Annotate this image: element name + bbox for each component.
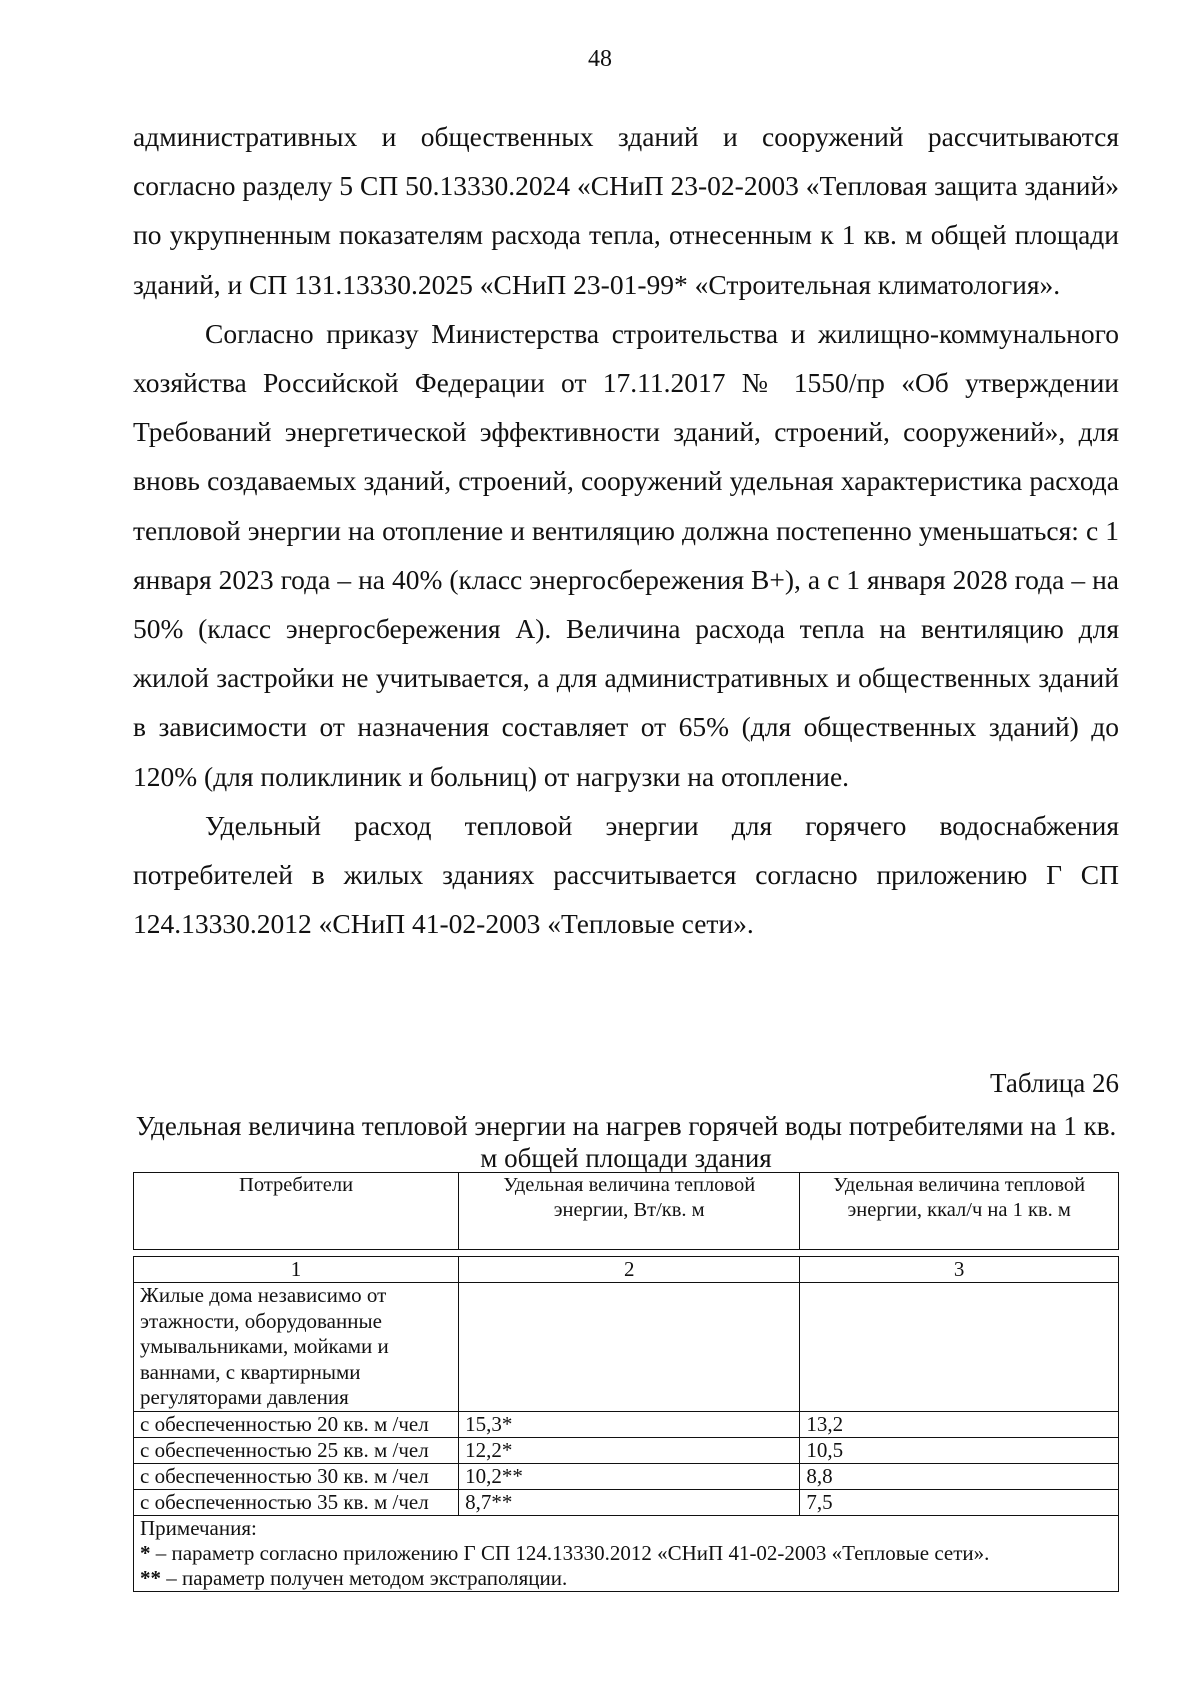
table-row	[134, 1489, 1119, 1515]
row-consumer: с обеспеченностью 25 кв. м /чел	[134, 1437, 459, 1463]
group-row	[134, 1283, 1119, 1412]
note-1-mark: *	[140, 1540, 151, 1565]
row-kcal-value: 7,5	[800, 1489, 1119, 1515]
table-title: Удельная величина тепловой энергии на нагрев горячей воды потребителями на 1 кв. м общей площади здания	[135, 1111, 1117, 1173]
note-2-text: – параметр получен методом экстраполяции.	[161, 1565, 568, 1590]
header-kcal-per-m2: Удельная величина тепловой энергии, ккал/ч на 1 кв. м	[800, 1173, 1119, 1250]
body-text	[133, 112, 1119, 948]
note-2-mark: **	[140, 1565, 161, 1590]
column-number-row	[134, 1257, 1119, 1283]
column-number-3: 3	[800, 1257, 1119, 1283]
header-consumers: Потребители	[134, 1173, 459, 1250]
row-kcal-value: 10,5	[800, 1437, 1119, 1463]
paragraph-3: Удельный расход тепловой энергии для горячего водоснабжения потребителей в жилых зданиях рассчитывается согласно приложению Г СП 124.13330.2012 «СНиП 41-02-2003 «Тепловые сети».	[133, 809, 1119, 940]
row-w-value: 8,7**	[459, 1489, 800, 1515]
group-empty-cell	[800, 1283, 1119, 1412]
row-w-value: 12,2*	[459, 1437, 800, 1463]
column-number-2: 2	[459, 1257, 800, 1283]
notes-row	[134, 1515, 1119, 1591]
row-w-value: 15,3*	[459, 1411, 800, 1437]
notes-title: Примечания:	[140, 1515, 257, 1540]
note-1	[140, 1541, 1112, 1566]
page-number: 48	[588, 46, 612, 72]
notes-cell	[134, 1515, 1119, 1591]
table-row	[134, 1437, 1119, 1463]
row-consumer: с обеспеченностью 30 кв. м /чел	[134, 1463, 459, 1489]
heat-energy-table	[133, 1172, 1119, 1592]
column-number-1: 1	[134, 1257, 459, 1283]
paragraph-2: Согласно приказу Министерства строительства и жилищно-коммунального хозяйства Российской Федерации от 17.11.2017 № 1550/пр «Об утверждении Требований энергетической эффективности зданий, строений, сооружений», для вновь создаваемых зданий, строений, сооружений удельная характеристика расхода тепловой энергии на отопление и вентиляцию должна постепенно уменьшаться: с 1 января 2023 года – на 40% (класс энергосбережения В+), а с 1 января 2028 года – на 50% (класс энергосбережения А). Величина расхода тепла на вентиляцию для жилой застройки не учитывается, а для административных и общественных зданий в зависимости от назначения составляет от 65% (для общественных зданий) до 120% (для поликлиник и больниц) от нагрузки на отопление.	[133, 317, 1119, 792]
row-consumer: с обеспеченностью 20 кв. м /чел	[134, 1411, 459, 1437]
row-kcal-value: 8,8	[800, 1463, 1119, 1489]
header-w-per-m2: Удельная величина тепловой энергии, Вт/кв. м	[459, 1173, 800, 1250]
note-2	[140, 1566, 1112, 1591]
row-w-value: 10,2**	[459, 1463, 800, 1489]
paragraph-1: административных и общественных зданий и сооружений рассчитываются согласно разделу 5 СП 50.13330.2024 «СНиП 23-02-2003 «Тепловая защита зданий» по укрупненным показателям расхода тепла, отнесенным к 1 кв. м общей площади зданий, и СП 131.13330.2025 «СНиП 23-01-99* «Строительная климатология».	[133, 121, 1119, 300]
row-consumer: с обеспеченностью 35 кв. м /чел	[134, 1489, 459, 1515]
table-row	[134, 1411, 1119, 1437]
table-header-row	[134, 1173, 1119, 1250]
note-1-text: – параметр согласно приложению Г СП 124.13330.2012 «СНиП 41-02-2003 «Тепловые сети».	[150, 1540, 990, 1565]
group-label: Жилые дома независимо от этажности, оборудованные умывальниками, мойками и ваннами, с квартирными регуляторами давления	[134, 1283, 459, 1412]
table-row	[134, 1463, 1119, 1489]
table-caption: Таблица 26	[990, 1068, 1119, 1098]
group-empty-cell	[459, 1283, 800, 1412]
row-kcal-value: 13,2	[800, 1411, 1119, 1437]
table-spacer	[134, 1250, 1119, 1257]
